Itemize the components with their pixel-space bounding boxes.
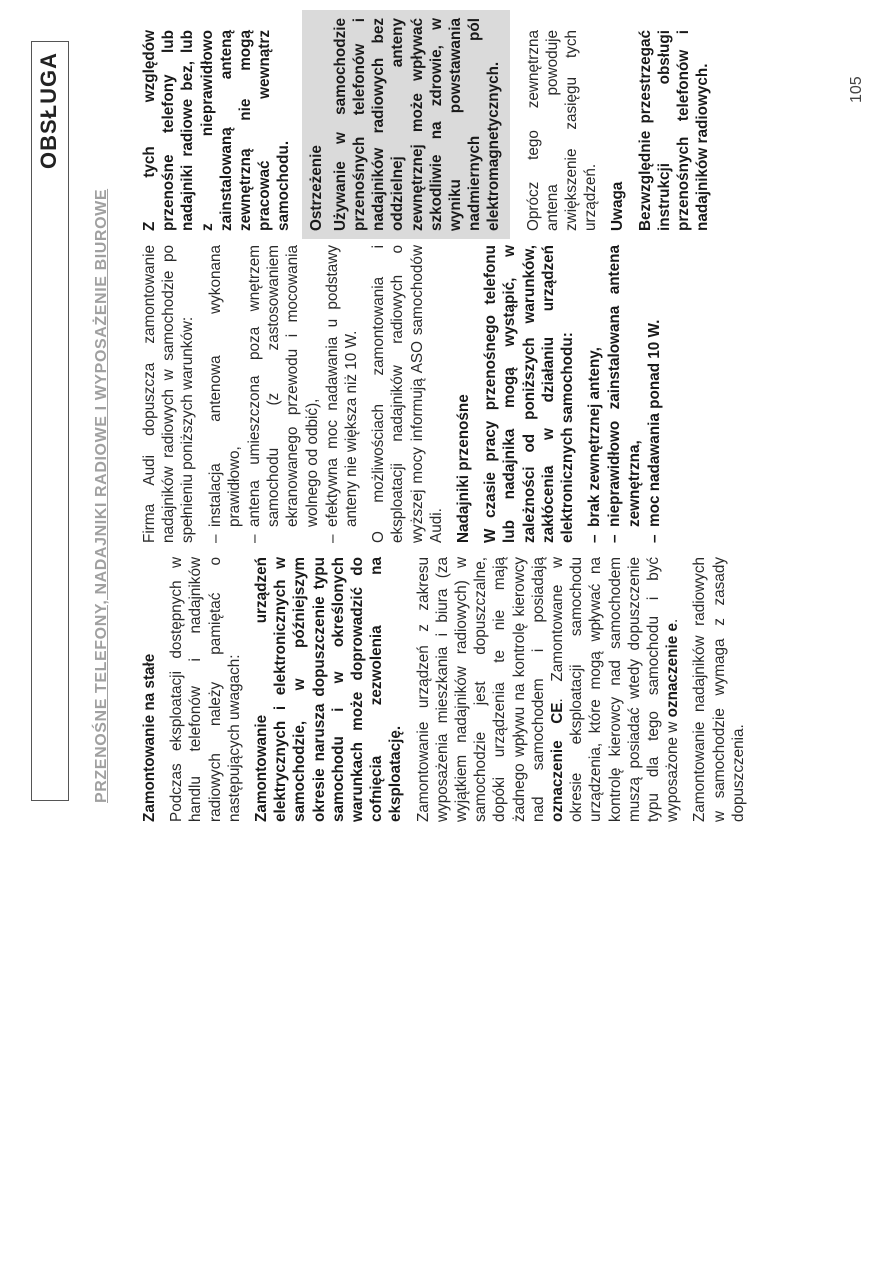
- warning-text: Używanie w samochodzie przenośnych telefonów i nadajników radiowych bez oddzielnej anteny zewnętrznej może wpływać szkodliwie na zdrowie, w wyniku powstawania nadmiernych pól elektromagnetycznych.: [331, 18, 503, 231]
- col2-heading: Nadajniki przenośne: [455, 394, 473, 543]
- note-text: Bezwzględnie przestrzegać instrukcji obsługi przenośnych telefonów i nadajników radiowych.: [636, 30, 712, 231]
- list-item: – antena umieszczona poza wnętrzem samochodu (z zastosowaniem ekranowanego przewodu i mocowania wolnego od odbić),: [245, 245, 322, 543]
- col2-paragraph-3: W czasie pracy przenośnego telefonu lub nadajnika mogą wystąpić, w zależności od poniższych warunków, zakłócenia w działaniu urządzeń elektronicznych samochodu:: [482, 245, 577, 543]
- section-title: PRZENOŚNE TELEFONY, NADAJNIKI RADIOWE I WYPOSAŻENIE BIUROWE: [93, 188, 110, 803]
- col1-paragraph-4: Zamontowanie nadajników radiowych w samochodzie wymaga z zasady dopuszczenia.: [691, 557, 747, 822]
- header-title: OBSŁUGA: [36, 52, 61, 169]
- col2-paragraph-2: O możliwościach zamontowania i eksploatacji nadajników radiowych o wyższej mocy informują ASO samochodów Audi.: [370, 245, 445, 543]
- col1-p3-text-c: . Zamontowane w okresie eksploatacji samochodu urządzenia, które mogą wpływać na kontrolę kierowcy nad samochodem muszą posiadać wtedy dopuszczenie typu dla tego samochodu i być wyposażone w: [549, 556, 682, 822]
- col1-paragraph-2: Zamontowanie urządzeń elektrycznych i elektronicznych w samochodzie, w późniejszym okresie narusza dopuszczenie typu samochodu i w określonych warunkach może doprowadzić do cofnięcia zezwolenia na eksploatację.: [253, 557, 405, 822]
- list-item: – instalacja antenowa wykonana prawidłowo,: [206, 245, 244, 543]
- col1-paragraph-1: Podczas eksploatacji dostępnych w handlu telefonów i nadajników radiowych należy pamiętać o następujących uwagach:: [168, 557, 243, 822]
- column-2: [140, 245, 672, 543]
- col1-p3-text-a: Zamontowanie urządzeń z zakresu wyposażenia mieszkania i biura (za wyjątkiem nadajników radiowych) w samochodzie jest dopuszczalne, dopóki urządzenia te nie mają żadnego wpływu na kontrolę kierowcy nad samochodem i posiadają: [414, 557, 547, 822]
- col1-paragraph-3: [414, 557, 683, 822]
- list-item: – brak zewnętrznej anteny,: [585, 245, 604, 543]
- header-box: [31, 41, 69, 801]
- col3-paragraph-1: Z tych względów przenośne telefony lub nadajniki radiowe bez, lub z nieprawidłowo zainstalowaną anteną zewnętrzną nie mogą pracować wewnątrz samochodu.: [141, 30, 293, 231]
- conditions-list: [206, 245, 362, 543]
- page-number: 105: [848, 76, 865, 103]
- col1-heading: Zamontowanie na stałe: [141, 653, 158, 822]
- e-mark-text: oznaczenie e: [664, 623, 682, 718]
- note-heading: Uwaga: [609, 181, 627, 231]
- warning-box: [302, 10, 510, 239]
- list-item: – nieprawidłowo zainstalowana antena zewnętrzna,: [605, 245, 643, 543]
- column-1: [140, 557, 756, 822]
- list-item: – moc nadawania ponad 10 W.: [645, 245, 664, 543]
- list-item: – efektywna moc nadawania u podstawy anteny nie większa niż 10 W.: [323, 245, 361, 543]
- column-3: [140, 18, 720, 231]
- col1-p3-text-e: .: [664, 618, 682, 624]
- warning-heading: Ostrzeżenie: [307, 145, 325, 231]
- col3-paragraph-2: Oprócz tego zewnętrzna antena powoduje zwiększenie zasięgu tych urządzeń.: [524, 30, 600, 231]
- ce-mark-text: oznaczenie CE: [549, 702, 567, 822]
- col2-paragraph-1: Firma Audi dopuszcza zamontowanie nadajników radiowych w samochodzie po spełnieniu poniższych warunków:: [141, 245, 197, 543]
- interference-list: [585, 245, 664, 543]
